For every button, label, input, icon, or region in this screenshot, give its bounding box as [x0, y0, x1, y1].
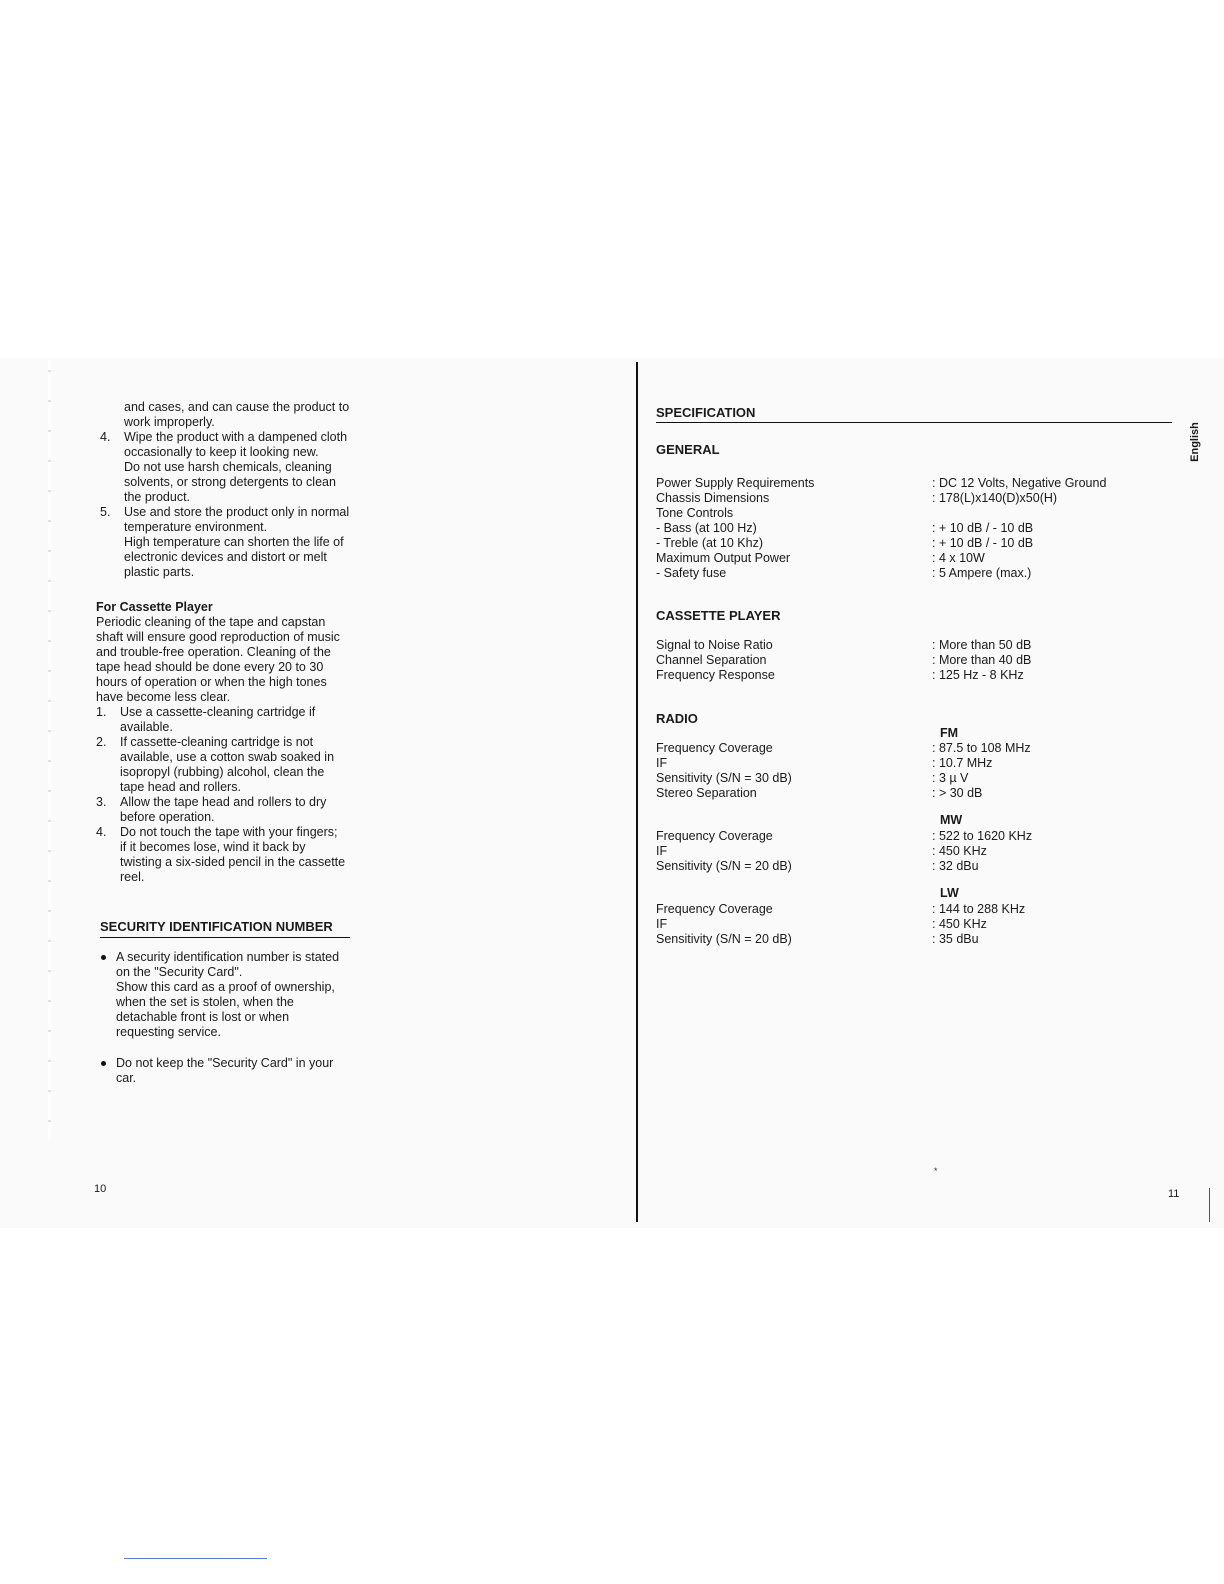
page-number-left: 10 — [94, 1183, 107, 1195]
spec-value: : 178(L)x140(D)x50(H) — [932, 491, 1058, 505]
spec-row — [656, 771, 1196, 786]
spec-row — [656, 521, 1196, 536]
spec-row — [656, 566, 1196, 581]
bullet-dot-icon — [101, 955, 106, 960]
spec-value: : 35 dBu — [932, 932, 979, 946]
text-line: Do not keep the "Security Card" in your — [116, 1056, 334, 1070]
cassette-step — [96, 705, 366, 735]
text-line: Do not use harsh chemicals, cleaning — [124, 460, 332, 474]
blue-rule — [124, 1558, 267, 1559]
text-line: reel. — [120, 870, 145, 884]
spec-value: : 125 Hz - 8 KHz — [932, 668, 1024, 682]
item-number: 4. — [96, 825, 107, 839]
spec-value: : + 10 dB / - 10 dB — [932, 521, 1034, 535]
text-line: plastic parts. — [124, 565, 195, 579]
right-page — [656, 405, 1196, 965]
spec-label: Channel Separation — [656, 653, 767, 667]
text-line: isopropyl (rubbing) alcohol, clean the — [120, 765, 325, 779]
spec-value: : 32 dBu — [932, 859, 979, 873]
text-line: available, use a cotton swab soaked in — [120, 750, 335, 764]
text-line: tape head should be done every 20 to 30 — [96, 660, 324, 674]
text-line: temperature environment. — [124, 520, 268, 534]
language-tab — [1184, 418, 1206, 466]
cassette-paragraph — [96, 615, 366, 705]
text-line: before operation. — [120, 810, 215, 824]
text-line: Allow the tape head and rollers to dry — [120, 795, 327, 809]
text-line: have become less clear. — [96, 690, 231, 704]
book-spine-line — [636, 362, 638, 1222]
text-line: occasionally to keep it looking new. — [124, 445, 319, 459]
left-page — [96, 400, 366, 1086]
band-label-lw: LW — [940, 886, 959, 900]
spec-value: : 144 to 288 KHz — [932, 902, 1026, 916]
spec-label: Sensitivity (S/N = 20 dB) — [656, 859, 792, 873]
text-line: shaft will ensure good reproduction of music — [96, 630, 340, 644]
cassette-step — [96, 795, 366, 825]
cassette-steps — [96, 705, 366, 885]
spec-row — [656, 932, 1196, 947]
spec-row — [656, 902, 1196, 917]
text-line: solvents, or strong detergents to clean — [124, 475, 336, 489]
spec-row — [656, 844, 1196, 859]
spec-value: : 3 µ V — [932, 771, 969, 785]
spec-value: : More than 40 dB — [932, 653, 1032, 667]
text-line: A security identification number is stated — [116, 950, 340, 964]
spec-label: Sensitivity (S/N = 30 dB) — [656, 771, 792, 785]
spec-label: Stereo Separation — [656, 786, 757, 800]
spec-value: : DC 12 Volts, Negative Ground — [932, 476, 1107, 490]
security-section-title: SECURITY IDENTIFICATION NUMBER — [100, 919, 350, 938]
spec-label: Frequency Coverage — [656, 741, 773, 755]
bullet-dot-icon — [101, 1061, 106, 1066]
text-line: detachable front is lost or when — [116, 1010, 290, 1024]
spec-row — [656, 476, 1196, 491]
spec-label: IF — [656, 917, 668, 931]
text-line: tape head and rollers. — [120, 780, 241, 794]
cassette-step — [96, 825, 366, 885]
text-line: If cassette-cleaning cartridge is not — [120, 735, 314, 749]
spec-row — [656, 829, 1196, 844]
spec-label: Sensitivity (S/N = 20 dB) — [656, 932, 792, 946]
text-line: Wipe the product with a dampened cloth — [124, 430, 348, 444]
cassette-player-heading: For Cassette Player — [96, 600, 213, 614]
spec-value: : 87.5 to 108 MHz — [932, 741, 1031, 755]
text-line: on the "Security Card". — [116, 965, 243, 979]
text-line: Show this card as a proof of ownership, — [116, 980, 335, 994]
spec-label: Maximum Output Power — [656, 551, 791, 565]
spec-value: : 450 KHz — [932, 917, 987, 931]
spec-row — [656, 668, 1196, 683]
text-line: electronic devices and distort or melt — [124, 550, 327, 564]
spec-row — [656, 741, 1196, 756]
general-heading: GENERAL — [656, 442, 720, 457]
spec-label: IF — [656, 756, 668, 770]
spec-label: - Bass (at 100 Hz) — [656, 521, 757, 535]
spec-row — [656, 917, 1196, 932]
security-bullet — [96, 950, 366, 1040]
page-number-right: 11 — [1168, 1188, 1180, 1200]
text-line: the product. — [124, 490, 191, 504]
spec-label: Power Supply Requirements — [656, 476, 815, 490]
item-number: 1. — [96, 705, 107, 719]
spec-value: : 10.7 MHz — [932, 756, 993, 770]
security-bullet — [96, 1056, 366, 1086]
spec-label: Signal to Noise Ratio — [656, 638, 773, 652]
text-line: High temperature can shorten the life of — [124, 535, 344, 549]
text-line: when the set is stolen, when the — [116, 995, 294, 1009]
spec-row — [656, 859, 1196, 874]
spec-label: - Treble (at 10 Khz) — [656, 536, 763, 550]
spec-row — [656, 756, 1196, 771]
spec-value: : More than 50 dB — [932, 638, 1032, 652]
text-line: Periodic cleaning of the tape and capstan — [96, 615, 326, 629]
page-edge-marks — [48, 360, 51, 1140]
specification-title: SPECIFICATION — [656, 405, 1172, 423]
cassette-player-spec-heading: CASSETTE PLAYER — [656, 608, 781, 623]
band-label-fm: FM — [940, 726, 959, 740]
spec-value: : 522 to 1620 KHz — [932, 829, 1033, 843]
text-line: if it becomes lose, wind it back by — [120, 840, 306, 854]
radio-heading: RADIO — [656, 711, 698, 726]
spec-label: Frequency Coverage — [656, 902, 773, 916]
care-item-4 — [96, 430, 366, 505]
band-label-mw: MW — [940, 813, 963, 827]
language-tab-label: English — [1189, 422, 1201, 462]
item-number: 3. — [96, 795, 107, 809]
spec-value: : > 30 dB — [932, 786, 983, 800]
spec-row — [656, 506, 1196, 521]
stray-mark: * — [934, 1166, 938, 1176]
text-line: Use a cassette-cleaning cartridge if — [120, 705, 316, 719]
spec-label: Tone Controls — [656, 506, 734, 520]
text-line: hours of operation or when the high tones — [96, 675, 327, 689]
spec-label: IF — [656, 844, 668, 858]
text-line: and trouble-free operation. Cleaning of the — [96, 645, 331, 659]
right-page-edge — [1209, 1188, 1210, 1222]
text-line: car. — [116, 1071, 137, 1085]
spec-row — [656, 653, 1196, 668]
spec-label: Frequency Coverage — [656, 829, 773, 843]
text-line: available. — [120, 720, 173, 734]
spec-row — [656, 638, 1196, 653]
text-line: Do not touch the tape with your fingers; — [120, 825, 338, 839]
spec-value: : + 10 dB / - 10 dB — [932, 536, 1034, 550]
cassette-step — [96, 735, 366, 795]
spec-row — [656, 786, 1196, 801]
spec-value: : 5 Ampere (max.) — [932, 566, 1032, 580]
spec-label: - Safety fuse — [656, 566, 727, 580]
spec-value: : 4 x 10W — [932, 551, 985, 565]
text-line: Use and store the product only in normal — [124, 505, 350, 519]
spec-row — [656, 491, 1196, 506]
spec-label: Chassis Dimensions — [656, 491, 770, 505]
spec-value: : 450 KHz — [932, 844, 987, 858]
item-number: 4. — [100, 430, 111, 444]
item-number: 2. — [96, 735, 107, 749]
spec-row — [656, 536, 1196, 551]
text-line: work improperly. — [124, 415, 215, 429]
intro-text — [96, 400, 366, 430]
text-line: twisting a six-sided pencil in the cassette — [120, 855, 346, 869]
spec-label: Frequency Response — [656, 668, 775, 682]
text-line: requesting service. — [116, 1025, 221, 1039]
text-line: and cases, and can cause the product to — [124, 400, 350, 414]
spec-row — [656, 551, 1196, 566]
item-number: 5. — [100, 505, 111, 519]
care-item-5 — [96, 505, 366, 580]
